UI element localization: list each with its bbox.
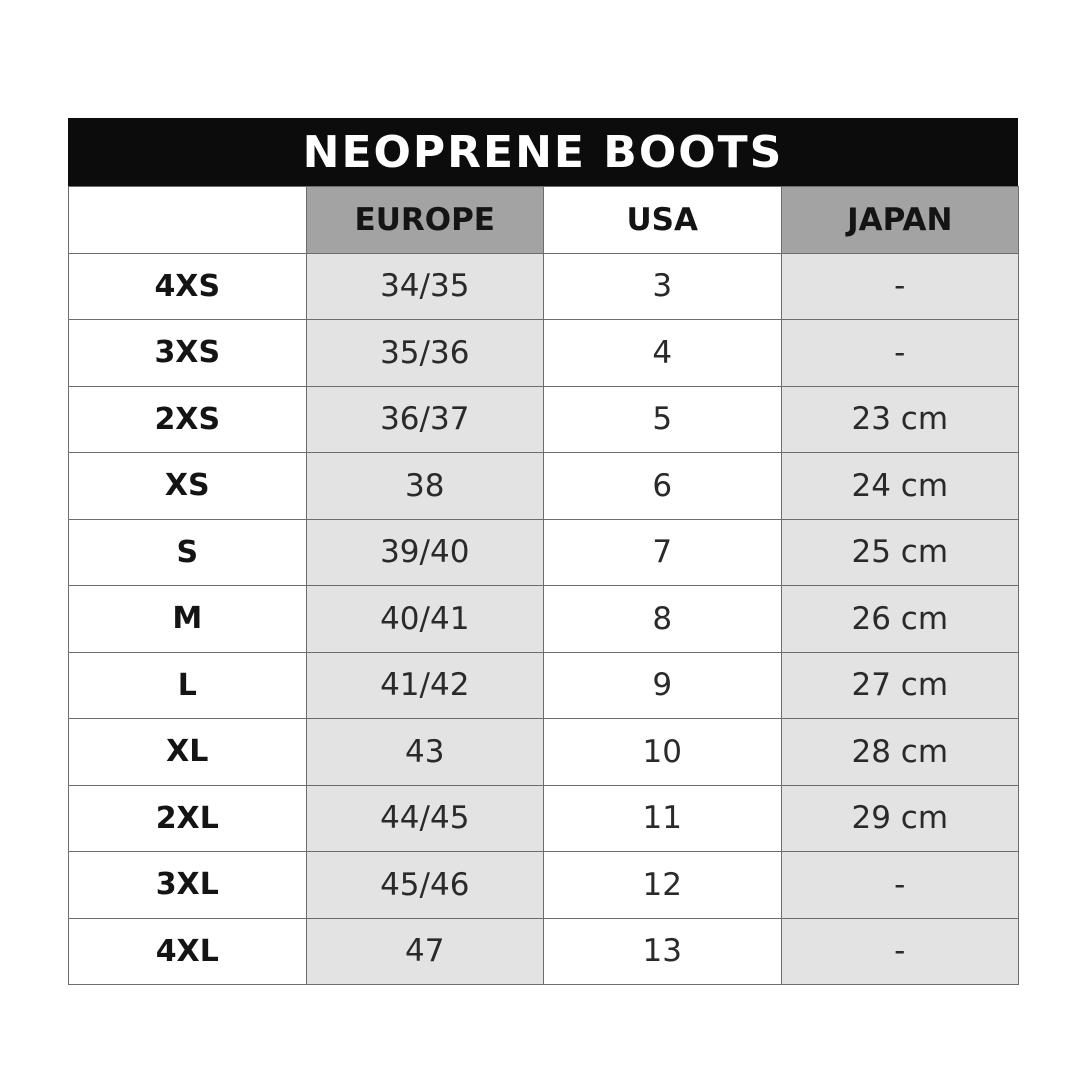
size-label: 4XL <box>69 918 307 985</box>
europe-size: 44/45 <box>306 785 544 852</box>
size-table <box>68 186 1019 985</box>
japan-size: - <box>781 852 1019 919</box>
europe-size: 39/40 <box>306 519 544 586</box>
europe-size: 43 <box>306 719 544 786</box>
size-label: 2XL <box>69 785 307 852</box>
japan-size: 23 cm <box>781 386 1019 453</box>
usa-size: 4 <box>544 320 782 387</box>
usa-size: 12 <box>544 852 782 919</box>
japan-size: 27 cm <box>781 652 1019 719</box>
header-usa: USA <box>544 187 782 254</box>
size-label: XS <box>69 453 307 520</box>
size-label: L <box>69 652 307 719</box>
europe-size: 38 <box>306 453 544 520</box>
japan-size: 25 cm <box>781 519 1019 586</box>
chart-title: NEOPRENE BOOTS <box>68 118 1018 186</box>
usa-size: 7 <box>544 519 782 586</box>
usa-size: 5 <box>544 386 782 453</box>
europe-size: 47 <box>306 918 544 985</box>
europe-size: 36/37 <box>306 386 544 453</box>
size-label: M <box>69 586 307 653</box>
table-row <box>69 785 1019 852</box>
table-row <box>69 453 1019 520</box>
europe-size: 45/46 <box>306 852 544 919</box>
europe-size: 40/41 <box>306 586 544 653</box>
table-row <box>69 586 1019 653</box>
europe-size: 34/35 <box>306 253 544 320</box>
size-label: 3XL <box>69 852 307 919</box>
japan-size: - <box>781 320 1019 387</box>
usa-size: 3 <box>544 253 782 320</box>
table-row <box>69 852 1019 919</box>
japan-size: - <box>781 253 1019 320</box>
header-japan: JAPAN <box>781 187 1019 254</box>
japan-size: 29 cm <box>781 785 1019 852</box>
table-row <box>69 386 1019 453</box>
size-label: 3XS <box>69 320 307 387</box>
header-size-column <box>69 187 307 254</box>
japan-size: 28 cm <box>781 719 1019 786</box>
size-label: 4XS <box>69 253 307 320</box>
size-label: 2XS <box>69 386 307 453</box>
usa-size: 13 <box>544 918 782 985</box>
usa-size: 10 <box>544 719 782 786</box>
table-header-row <box>69 187 1019 254</box>
table-row <box>69 918 1019 985</box>
japan-size: 26 cm <box>781 586 1019 653</box>
usa-size: 6 <box>544 453 782 520</box>
table-row <box>69 320 1019 387</box>
usa-size: 11 <box>544 785 782 852</box>
japan-size: 24 cm <box>781 453 1019 520</box>
europe-size: 41/42 <box>306 652 544 719</box>
table-row <box>69 652 1019 719</box>
japan-size: - <box>781 918 1019 985</box>
usa-size: 8 <box>544 586 782 653</box>
table-row <box>69 719 1019 786</box>
table-row <box>69 519 1019 586</box>
size-label: XL <box>69 719 307 786</box>
size-chart <box>68 118 1018 985</box>
usa-size: 9 <box>544 652 782 719</box>
table-row <box>69 253 1019 320</box>
size-label: S <box>69 519 307 586</box>
europe-size: 35/36 <box>306 320 544 387</box>
header-europe: EUROPE <box>306 187 544 254</box>
